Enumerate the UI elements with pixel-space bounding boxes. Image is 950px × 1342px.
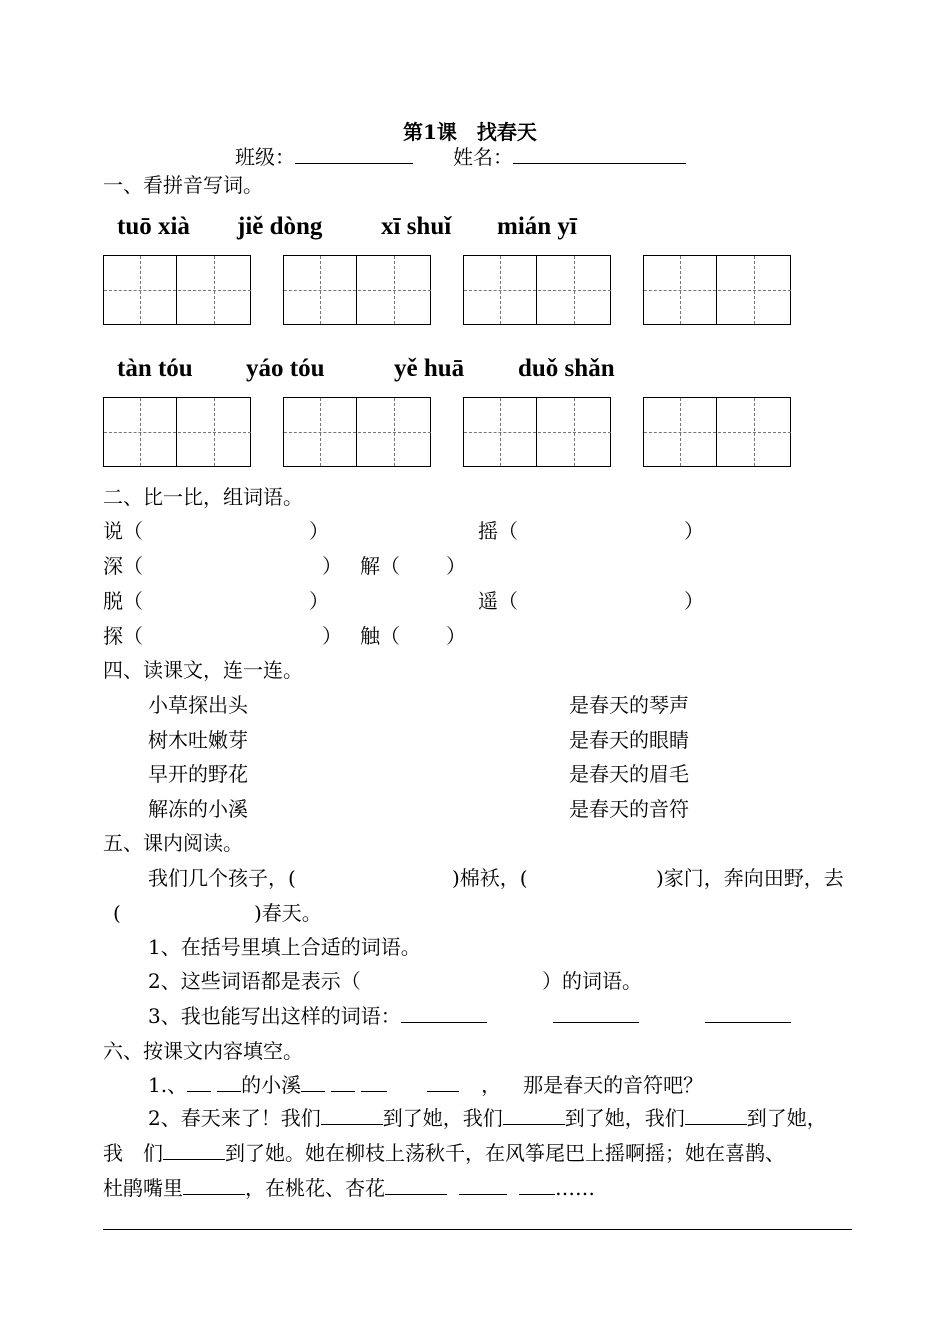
pinyin-r2-4: duǒ shǎn [518, 355, 615, 382]
pinyin-r1-4: mián yī [497, 213, 577, 240]
name-label: 姓名： [453, 145, 513, 169]
passage-part-c: )家门，奔向田野，去 [656, 866, 844, 890]
class-label: 班级： [235, 145, 295, 169]
answer-blank[interactable] [553, 1022, 639, 1023]
word-item-jie: 解（ [360, 554, 400, 578]
writing-grid[interactable] [283, 255, 431, 325]
answer-blank[interactable] [459, 1194, 507, 1195]
match-left-1[interactable]: 小草探出头 [148, 693, 248, 717]
writing-grid[interactable] [103, 255, 251, 325]
pinyin-r2-2: yáo tóu [246, 355, 325, 382]
close-paren: ） [322, 554, 342, 578]
close-paren: ） [446, 624, 466, 648]
answer-blank[interactable] [685, 1124, 747, 1125]
pinyin-r1-2: jiě dòng [237, 213, 323, 240]
answer-blank[interactable] [321, 1124, 383, 1125]
question-2-start: 2、这些词语都是表示（ [148, 969, 361, 993]
name-blank[interactable] [513, 163, 686, 164]
close-paren: ） [309, 589, 329, 613]
answer-blank[interactable] [361, 1091, 387, 1092]
fill-text: 的小溪 [241, 1073, 302, 1097]
answer-blank[interactable] [331, 1091, 355, 1092]
passage-part-d: ( [113, 901, 121, 925]
section1-heading: 一、看拼音写词。 [103, 173, 263, 197]
question-1: 1、在括号里填上合适的词语。 [148, 935, 421, 959]
fill-number: 1.、 [148, 1073, 188, 1097]
fill-text: ， [481, 1073, 502, 1097]
answer-blank[interactable] [385, 1194, 447, 1195]
writing-grid[interactable] [103, 397, 251, 467]
fill-text: 那是春天的音符吧？ [523, 1073, 704, 1097]
answer-blank[interactable] [183, 1194, 245, 1195]
answer-blank[interactable] [519, 1194, 555, 1195]
close-paren: ） [684, 589, 704, 613]
word-item-tuo: 脱（ [103, 589, 143, 613]
close-paren: ） [446, 554, 466, 578]
answer-blank[interactable] [705, 1022, 791, 1023]
match-left-4[interactable]: 解冻的小溪 [148, 797, 248, 821]
writing-grid[interactable] [643, 397, 791, 467]
pinyin-r1-1: tuō xià [117, 213, 190, 240]
fill-line-4 [103, 1176, 595, 1200]
section4-heading: 四、读课文，连一连。 [103, 658, 303, 682]
fill-text: ，在桃花、杏花 [245, 1176, 385, 1200]
pinyin-r1-3: xī shuǐ [381, 213, 452, 240]
answer-blank[interactable] [503, 1124, 565, 1125]
writing-grid[interactable] [463, 397, 611, 467]
word-item-tan: 探（ [103, 624, 143, 648]
fill-text: 我 们 [103, 1141, 163, 1165]
word-item-yao-far: 遥（ [478, 589, 518, 613]
passage-part-a: 我们几个孩子，( [148, 866, 296, 890]
match-right-3[interactable]: 是春天的眉毛 [569, 762, 689, 786]
section2-heading: 二、比一比，组词语。 [103, 485, 303, 509]
lesson-title: 第1课 找春天 [403, 120, 537, 144]
fill-line-3 [103, 1141, 785, 1165]
pinyin-r2-1: tàn tóu [117, 355, 193, 382]
question-3 [148, 1004, 791, 1028]
answer-blank[interactable] [401, 1022, 487, 1023]
writing-grid[interactable] [463, 255, 611, 325]
class-field [235, 145, 413, 169]
answer-blank[interactable] [301, 1091, 325, 1092]
fill-text: 到了她， [746, 1106, 827, 1130]
answer-blank[interactable] [187, 1091, 211, 1092]
section6-heading: 六、按课文内容填空。 [103, 1039, 303, 1063]
answer-blank[interactable] [163, 1159, 225, 1160]
pinyin-r2-3: yě huā [394, 355, 465, 382]
name-field [453, 145, 686, 169]
close-paren: ） [309, 519, 329, 543]
fill-text: 到了她，我们 [382, 1106, 503, 1130]
class-blank[interactable] [295, 163, 413, 164]
fill-text: …… [555, 1176, 595, 1200]
match-left-3[interactable]: 早开的野花 [148, 762, 248, 786]
answer-blank[interactable] [217, 1091, 241, 1092]
word-item-chu: 触（ [360, 624, 400, 648]
fill-text: 2、春天来了！我们 [148, 1106, 321, 1130]
word-item-yao-shake: 摇（ [478, 519, 518, 543]
match-right-2[interactable]: 是春天的眼睛 [569, 728, 689, 752]
fill-line-2 [148, 1106, 827, 1130]
passage-part-e: )春天。 [254, 901, 322, 925]
fill-text: 杜鹃嘴里 [103, 1176, 183, 1200]
fill-text: 到了她，我们 [564, 1106, 685, 1130]
word-item-shen: 深（ [103, 554, 143, 578]
match-right-4[interactable]: 是春天的音符 [569, 797, 689, 821]
close-paren: ） [322, 624, 342, 648]
question-3-label: 3、我也能写出这样的词语： [148, 1004, 401, 1028]
writing-grid[interactable] [283, 397, 431, 467]
match-right-1[interactable]: 是春天的琴声 [569, 693, 689, 717]
answer-blank[interactable] [427, 1091, 459, 1092]
bottom-rule [103, 1229, 852, 1230]
close-paren: ） [684, 519, 704, 543]
match-left-2[interactable]: 树木吐嫩芽 [148, 728, 248, 752]
word-item-shuo: 说（ [103, 519, 143, 543]
section5-heading: 五、课内阅读。 [103, 831, 243, 855]
writing-grid[interactable] [643, 255, 791, 325]
fill-line-1 [148, 1073, 703, 1097]
question-2-end: ）的词语。 [542, 969, 642, 993]
fill-text: 到了她。她在柳枝上荡秋千，在风筝尾巴上摇啊摇；她在喜鹊、 [225, 1141, 785, 1165]
passage-part-b: )棉袄，( [452, 866, 528, 890]
